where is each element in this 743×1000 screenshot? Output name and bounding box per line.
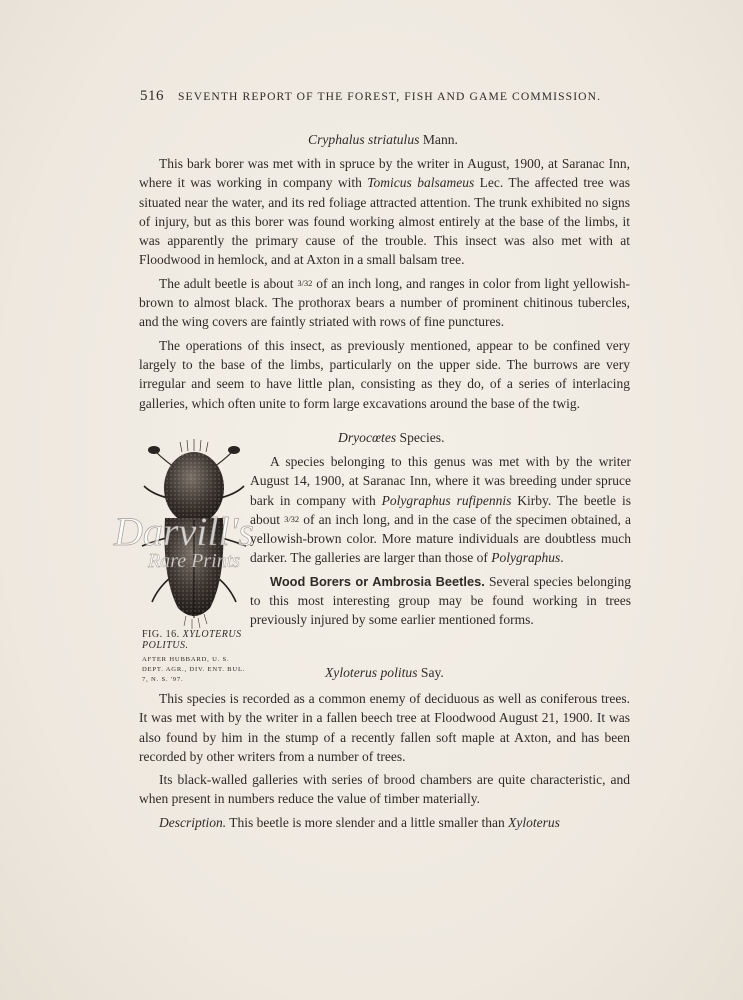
page-number: 516	[140, 88, 164, 104]
paragraph: The operations of this insect, as previously mentioned, appear to be confined very largely to the base of the limbs, particularly on the upper side. The burrows are very irregular and seem to have little plan, consisting as they do, of a series of interlacing galleries, which often unite to form large excavations around the base of the twig.	[139, 337, 630, 411]
figure-caption: FIG. 16. XYLOTERUS POLITUS. AFTER HUBBARD, U. S. DEPT. AGR., DIV. ENT. BUL. 7, N. S. '97.	[142, 629, 252, 685]
section-heading-dryocoetes: Dryocœtes Species.	[338, 430, 445, 445]
subheading-wood-borers: Wood Borers or Ambrosia Beetles.	[270, 573, 485, 589]
figure-credit: AFTER HUBBARD, U. S. DEPT. AGR., DIV. ENT. BUL. 7, N. S. '97.	[142, 656, 246, 683]
section-heading-xyloterus: Xyloterus politus Say.	[325, 665, 444, 680]
watermark-line2: Rare Prints	[148, 550, 241, 572]
paragraph: Its black-walled galleries with series of brood chambers are quite characteristic, and when present in numbers reduce the value of timber materially.	[139, 772, 630, 807]
paragraph: Description. This beetle is more slender and a little smaller than Xyloterus	[159, 814, 560, 830]
section-body-dryocoetes	[250, 452, 631, 634]
section-body-cryphalus	[139, 154, 630, 417]
section-heading-cryphalus: Cryphalus striatulus Mann.	[308, 132, 458, 147]
running-header	[140, 88, 600, 105]
paragraph: The adult beetle is about 3/32 of an inch long, and ranges in color from light yellowish-brown to almost black. The prothorax bears a number of prominent chitinous tubercles, and the wing covers are faintly striated with rows of fine punctures.	[139, 275, 630, 330]
paragraph: A species belonging to this genus was met with by the writer August 14, 1900, at Saranac Inn, where it was breeding under spruce bark in company with Polygraphus rufipennis Kirby. The beetle is about 3/32 of an inch long, and in the case of the specimen obtained, a yellowish-brown color. More mature individuals are doubtless much darker. The galleries are larger than those of Polygraphus.	[250, 454, 631, 566]
running-title: SEVENTH REPORT OF THE FOREST, FISH AND GAME COMMISSION.	[178, 90, 602, 103]
watermark-line1: Darvill's	[114, 509, 254, 554]
section-body-xyloterus	[139, 689, 630, 836]
xyloterus-beetle-illustration	[138, 438, 250, 630]
paragraph: Wood Borers or Ambrosia Beetles. Several species belonging to this most interesting group may be found working in trees previously injured by some earlier mentioned forms.	[250, 573, 631, 628]
paragraph: This species is recorded as a common enemy of deciduous as well as coniferous trees. It was met with by the writer in a fallen beech tree at Floodwood August 21, 1900. It was also found by him in the stump of a recently fallen soft maple at Axton, and has been recorded by other writers from a number of trees.	[139, 691, 630, 764]
paragraph: This bark borer was met with in spruce by the writer in August, 1900, at Saranac Inn, where it was working in company with Tomicus balsameus Lec. The affected tree was situated near the water, and its red foliage attracted attention. The trunk exhibited no signs of injury, but as this borer was found working almost entirely at the base of the limbs, it was apparently the primary cause of the trouble. This insect was also met with at Floodwood in hemlock, and at Axton in a small balsam tree.	[139, 156, 631, 268]
